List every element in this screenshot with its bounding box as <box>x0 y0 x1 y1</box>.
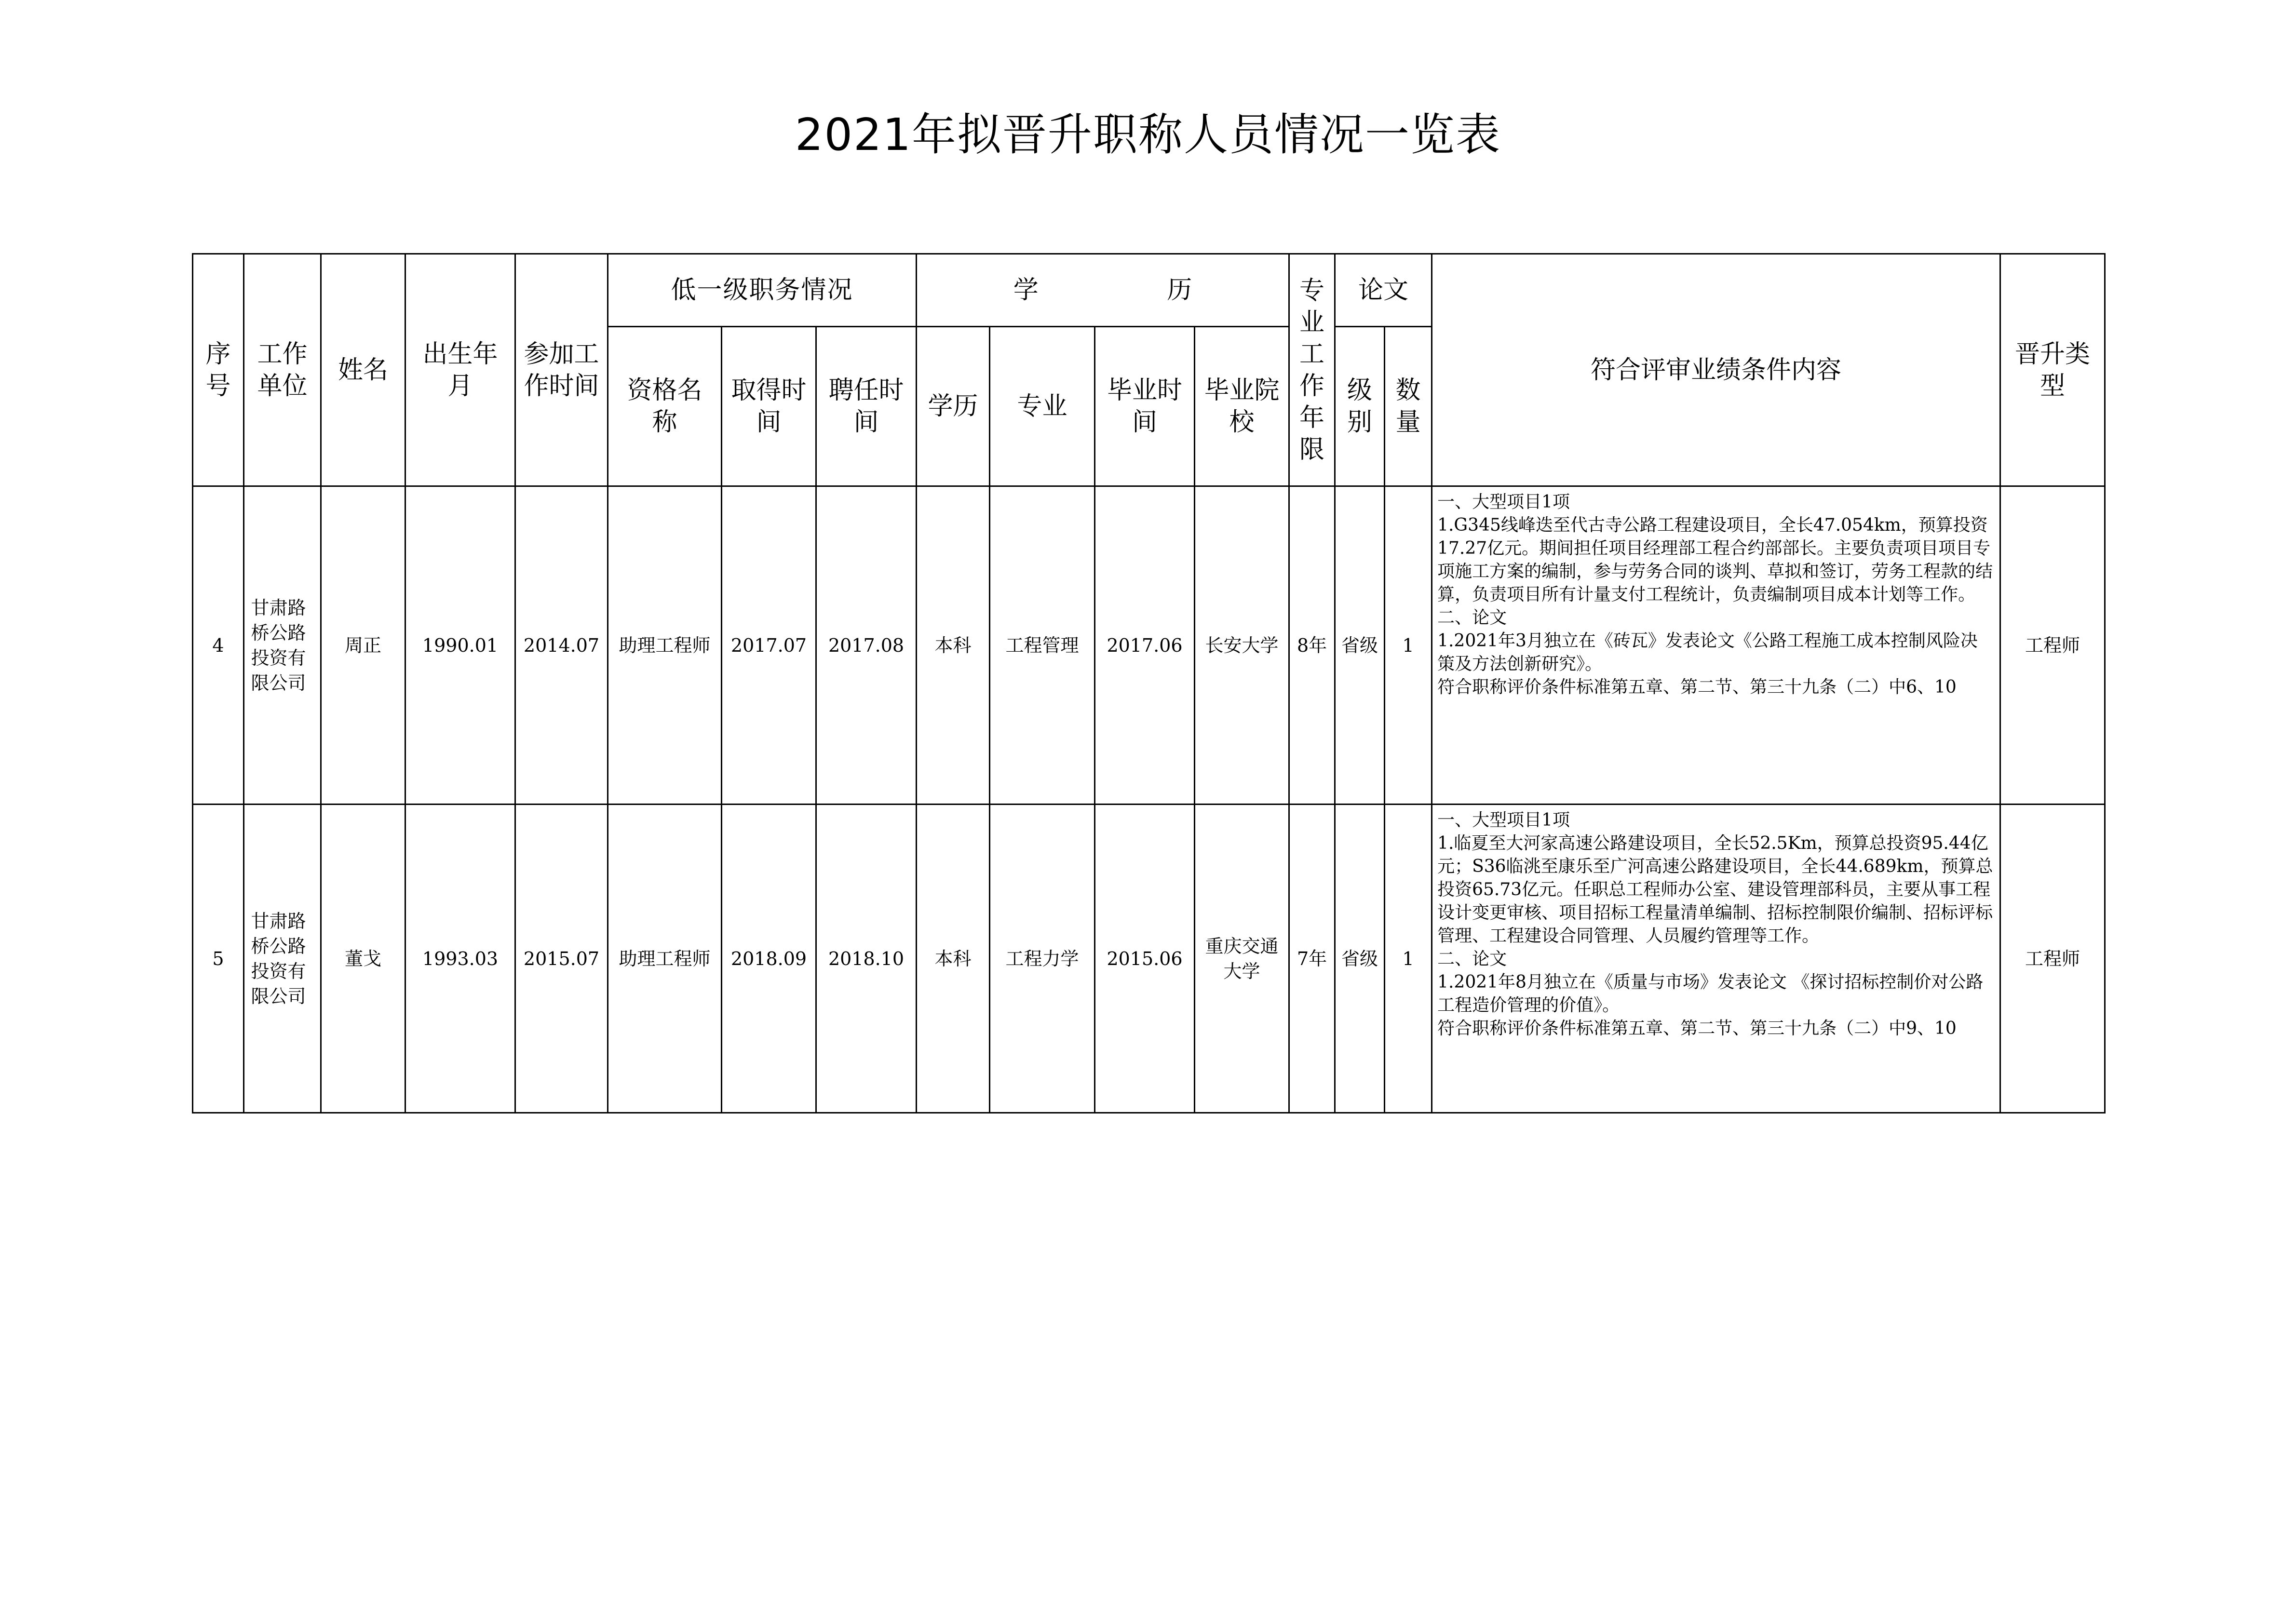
header-education-group: 学 历 <box>917 254 1289 327</box>
header-unit: 工作单位 <box>244 254 321 486</box>
cell-paper-count: 1 <box>1385 805 1432 1113</box>
cell-work-start: 2014.07 <box>515 486 608 805</box>
header-paper-group: 论文 <box>1335 254 1432 327</box>
performance-line: 一、大型项目1项 <box>1437 810 1570 830</box>
performance-line: 二、论文 <box>1437 608 1507 628</box>
performance-line: 符合职称评价条件标准第五章、第二节、第三十九条（二）中9、10 <box>1437 1019 1957 1038</box>
cell-qual-name: 助理工程师 <box>608 805 722 1113</box>
cell-degree: 本科 <box>917 486 990 805</box>
cell-paper-level: 省级 <box>1335 805 1385 1113</box>
header-seq: 序号 <box>193 254 244 486</box>
header-grad-time: 毕业时间 <box>1095 327 1195 486</box>
cell-seq: 5 <box>193 805 244 1113</box>
cell-paper-level: 省级 <box>1335 486 1385 805</box>
cell-name: 周正 <box>321 486 405 805</box>
header-name: 姓名 <box>321 254 405 486</box>
cell-grad-time: 2015.06 <box>1095 805 1195 1113</box>
performance-line: 二、论文 <box>1437 949 1507 969</box>
personnel-table <box>192 253 2106 1113</box>
cell-unit: 甘肃路桥公路投资有限公司 <box>244 805 321 1113</box>
cell-performance <box>1432 486 2000 805</box>
cell-appoint-time: 2017.08 <box>816 486 917 805</box>
header-major: 专业 <box>990 327 1095 486</box>
header-appoint-time: 聘任时间 <box>816 327 917 486</box>
header-work-years: 专业工作年限 <box>1289 254 1335 486</box>
header-obtain-time: 取得时间 <box>722 327 816 486</box>
cell-paper-count: 1 <box>1385 486 1432 805</box>
cell-name: 董戈 <box>321 805 405 1113</box>
cell-work-years: 8年 <box>1289 486 1335 805</box>
cell-seq: 4 <box>193 486 244 805</box>
cell-work-start: 2015.07 <box>515 805 608 1113</box>
cell-birth: 1990.01 <box>405 486 515 805</box>
header-promotion-type: 晋升类型 <box>2000 254 2105 486</box>
header-school: 毕业院校 <box>1195 327 1289 486</box>
performance-line: 1.2021年8月独立在《质量与市场》发表论文 《探讨招标控制价对公路工程造价管理的价值》。 <box>1437 972 1984 1015</box>
page-title: 2021年拟晋升职称人员情况一览表 <box>795 109 1501 161</box>
cell-school: 重庆交通大学 <box>1195 805 1289 1113</box>
table-row <box>193 805 2105 1113</box>
cell-major: 工程力学 <box>990 805 1095 1113</box>
cell-unit: 甘肃路桥公路投资有限公司 <box>244 486 321 805</box>
header-qual-name: 资格名称 <box>608 327 722 486</box>
cell-performance <box>1432 805 2000 1113</box>
cell-grad-time: 2017.06 <box>1095 486 1195 805</box>
cell-appoint-time: 2018.10 <box>816 805 917 1113</box>
cell-major: 工程管理 <box>990 486 1095 805</box>
header-paper-level: 级别 <box>1335 327 1385 486</box>
header-birth: 出生年月 <box>405 254 515 486</box>
cell-school: 长安大学 <box>1195 486 1289 805</box>
cell-obtain-time: 2018.09 <box>722 805 816 1113</box>
cell-promotion-type: 工程师 <box>2000 486 2105 805</box>
performance-line: 符合职称评价条件标准第五章、第二节、第三十九条（二）中6、10 <box>1437 677 1957 697</box>
cell-promotion-type: 工程师 <box>2000 805 2105 1113</box>
cell-obtain-time: 2017.07 <box>722 486 816 805</box>
cell-qual-name: 助理工程师 <box>608 486 722 805</box>
table-row <box>193 486 2105 805</box>
performance-line: 1.临夏至大河家高速公路建设项目，全长52.5Km，预算总投资95.44亿元；S36临洮至康乐至广河高速公路建设项目，全长44.689km，预算总投资65.73亿元。任职总工程师办公室、建设管理部科员，主要从事工程设计变更审核、项目招标工程量清单编制、招标控制限价编制、招标评标管理、工程建设合同管理、人员履约管理等工作。 <box>1437 833 1993 946</box>
header-work-start: 参加工作时间 <box>515 254 608 486</box>
performance-line: 1.2021年3月独立在《砖瓦》发表论文《公路工程施工成本控制风险决策及方法创新研究》。 <box>1437 631 1978 674</box>
cell-birth: 1993.03 <box>405 805 515 1113</box>
cell-degree: 本科 <box>917 805 990 1113</box>
header-lower-position-group: 低一级职务情况 <box>608 254 917 327</box>
performance-line: 一、大型项目1项 <box>1437 492 1570 512</box>
cell-work-years: 7年 <box>1289 805 1335 1113</box>
header-paper-count: 数量 <box>1385 327 1432 486</box>
header-degree: 学历 <box>917 327 990 486</box>
performance-line: 1.G345线峰迭至代古寺公路工程建设项目，全长47.054km，预算投资17.27亿元。期间担任项目经理部工程合约部部长。主要负责项目项目专项施工方案的编制，参与劳务合同的谈判、草拟和签订，劳务工程款的结算，负责项目所有计量支付工程统计，负责编制项目成本计划等工作。 <box>1437 515 1993 604</box>
header-performance: 符合评审业绩条件内容 <box>1432 254 2000 486</box>
